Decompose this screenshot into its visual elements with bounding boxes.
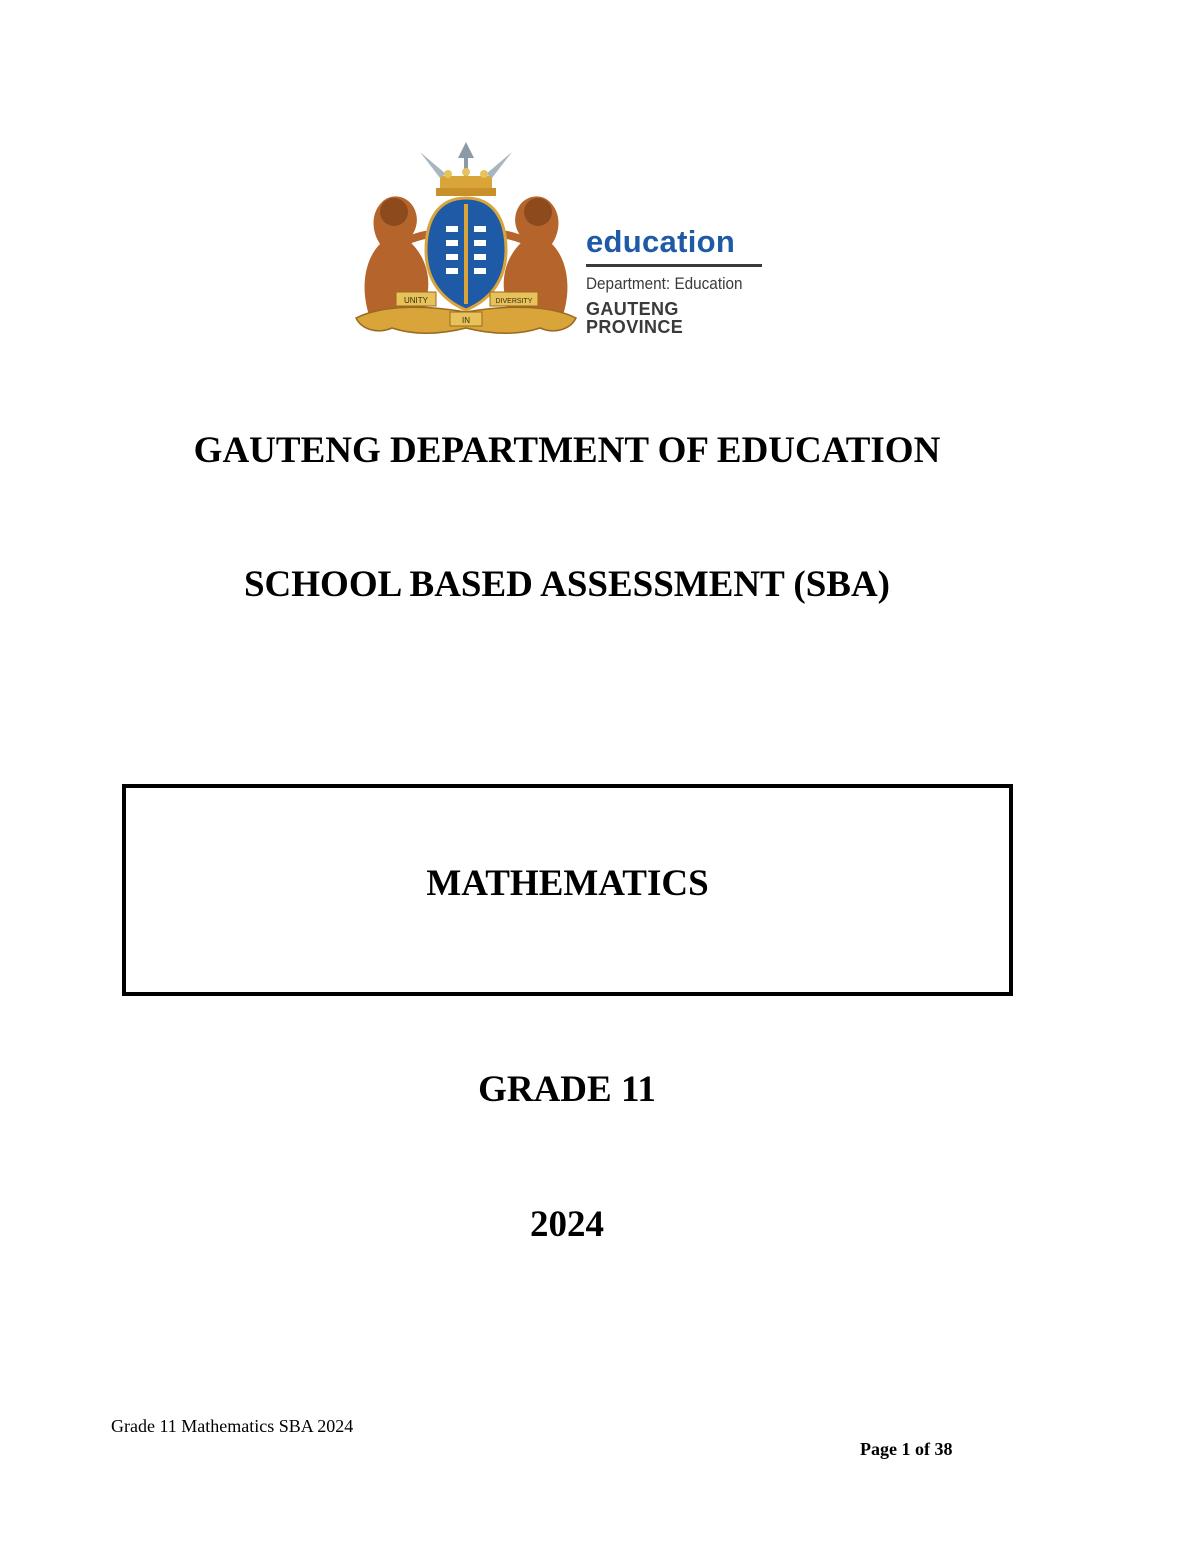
motto-unity: UNITY bbox=[404, 296, 428, 305]
year-title: 2024 bbox=[530, 1204, 604, 1245]
footer-page-number: Page 1 of 38 bbox=[860, 1439, 953, 1459]
province-line: GAUTENG PROVINCE bbox=[586, 299, 684, 337]
department-title: GAUTENG DEPARTMENT OF EDUCATION bbox=[193, 430, 941, 471]
grade-title: GRADE 11 bbox=[478, 1069, 656, 1110]
motto-in: IN bbox=[462, 316, 470, 325]
footer-document-label: Grade 11 Mathematics SBA 2024 bbox=[111, 1416, 354, 1436]
subject-title: MATHEMATICS bbox=[426, 863, 709, 904]
brand-word: education bbox=[586, 224, 736, 259]
department-line: Department: Education bbox=[586, 274, 743, 293]
brand-divider bbox=[586, 264, 762, 267]
subject-box bbox=[122, 784, 1013, 996]
assessment-title: SCHOOL BASED ASSESSMENT (SBA) bbox=[243, 564, 891, 605]
motto-diversity: DIVERSITY bbox=[495, 298, 533, 305]
department-logo bbox=[350, 140, 780, 340]
coat-of-arms-icon bbox=[350, 140, 582, 340]
